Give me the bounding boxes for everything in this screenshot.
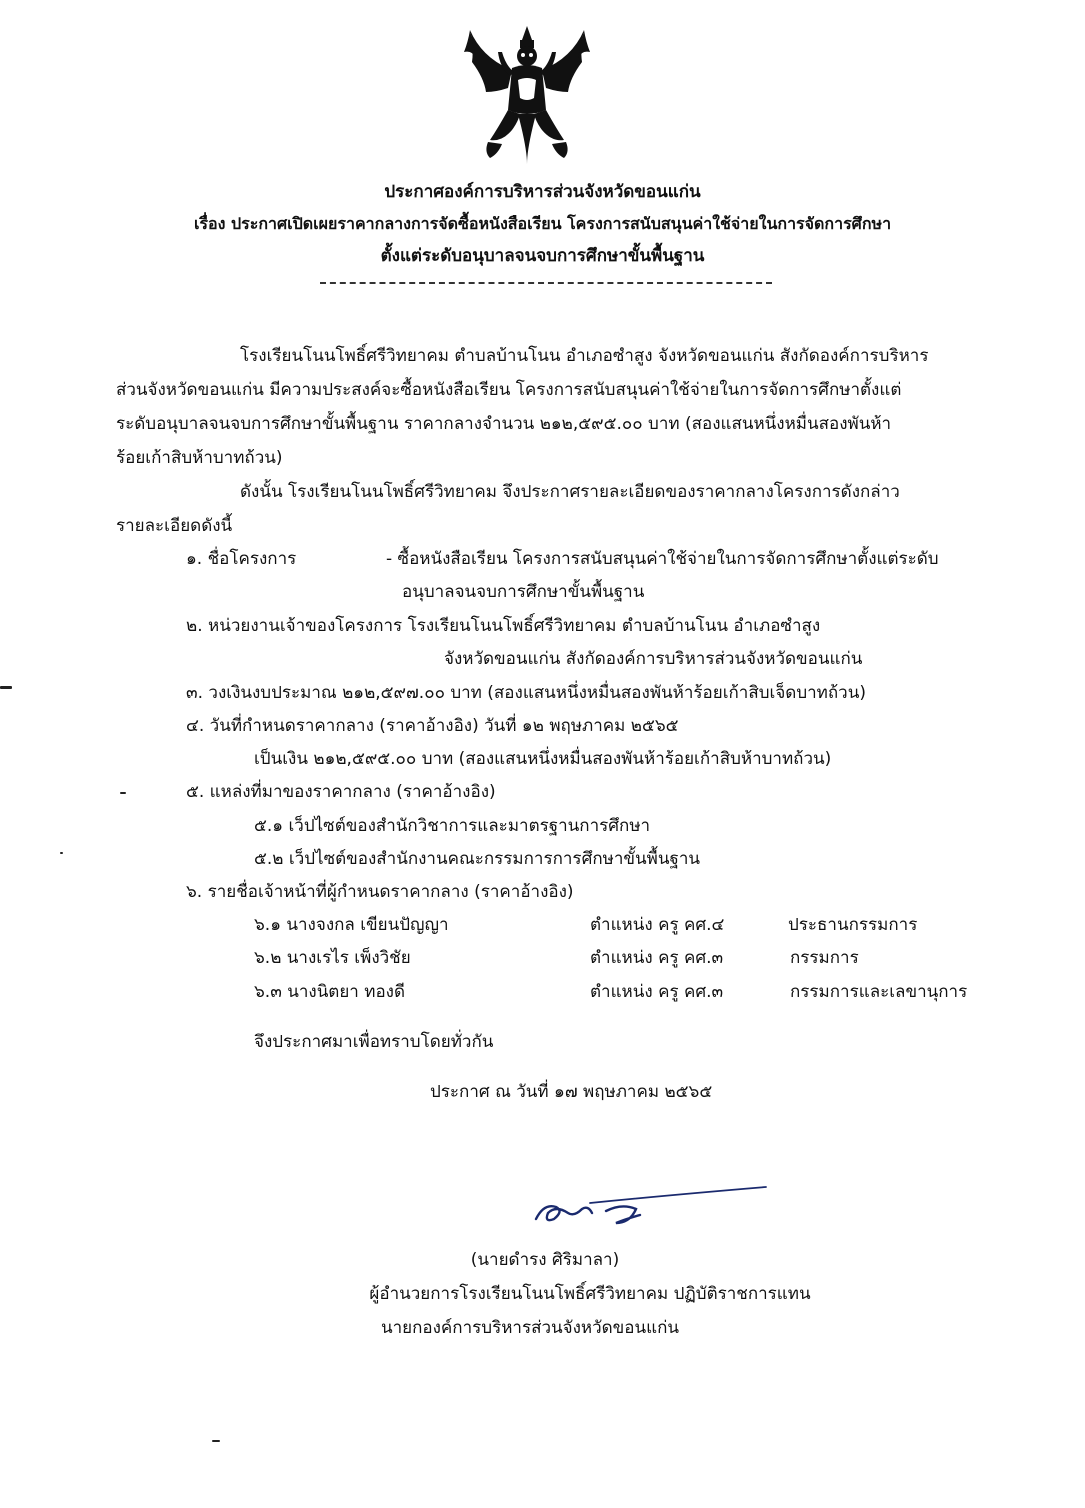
item-5: ๕. แหล่งที่มาของราคากลาง (ราคาอ้างอิง)	[186, 782, 496, 802]
scan-mark	[212, 1440, 220, 1442]
item-2-cont: จังหวัดขอนแก่น สังกัดองค์การบริหารส่วนจังหวัดขอนแก่น	[444, 649, 863, 669]
announcement-subject-cont: ตั้งแต่ระดับอนุบาลจนจบการศึกษาขั้นพื้นฐาน	[380, 246, 705, 266]
committee-member-position: ตำแหน่ง ครู คศ.๔	[590, 915, 725, 935]
item-1-label: ๑. ชื่อโครงการ	[186, 549, 297, 569]
intro-line-3: ระดับอนุบาลจนจบการศึกษาขั้นพื้นฐาน ราคากลางจำนวน ๒๑๒,๕๙๕.๐๐ บาท (สองแสนหนึ่งหมื่นสองพันห้า	[116, 414, 892, 434]
committee-member-position: ตำแหน่ง ครู คศ.๓	[590, 948, 724, 968]
signatory-title-cont: นายกองค์การบริหารส่วนจังหวัดขอนแก่น	[381, 1318, 679, 1338]
scan-mark	[0, 686, 12, 689]
committee-member-role: กรรมการและเลขานุการ	[790, 982, 968, 1002]
header-divider	[320, 282, 772, 284]
scan-mark	[60, 852, 63, 854]
committee-member-position: ตำแหน่ง ครู คศ.๓	[590, 982, 724, 1002]
intro-line-4: ร้อยเก้าสิบห้าบาทถ้วน)	[116, 448, 283, 468]
committee-member-role: กรรมการ	[790, 948, 859, 968]
committee-member-role: ประธานกรรมการ	[788, 915, 918, 935]
item-5-2: ๕.๒ เว็ปไซต์ของสำนักงานคณะกรรมการการศึกษาขั้นพื้นฐาน	[254, 849, 701, 869]
item-2: ๒. หน่วยงานเจ้าของโครงการ โรงเรียนโนนโพธิ์ศรีวิทยาคม ตำบลบ้านโนน อำเภอซำสูง	[186, 616, 821, 636]
item-1-value-cont: อนุบาลจนจบการศึกษาขั้นพื้นฐาน	[402, 582, 645, 602]
committee-member-name: ๖.๓ นางนิตยา ทองดี	[254, 982, 406, 1002]
item-4-cont: เป็นเงิน ๒๑๒,๕๙๕.๐๐ บาท (สองแสนหนึ่งหมื่นสองพันห้าร้อยเก้าสิบห้าบาทถ้วน)	[254, 749, 832, 769]
item-5-1: ๕.๑ เว็ปไซต์ของสำนักวิชาการและมาตรฐานการศึกษา	[254, 816, 651, 836]
intro-line-6: รายละเอียดดังนี้	[116, 516, 233, 536]
scan-mark	[120, 792, 126, 794]
closing-statement: จึงประกาศมาเพื่อทราบโดยทั่วกัน	[254, 1032, 494, 1052]
announcement-title: ประกาศองค์การบริหารส่วนจังหวัดขอนแก่น	[384, 182, 701, 202]
item-4: ๔. วันที่กำหนดราคากลาง (ราคาอ้างอิง) วันที่ ๑๒ พฤษภาคม ๒๕๖๕	[186, 716, 679, 736]
announcement-date: ประกาศ ณ วันที่ ๑๗ พฤษภาคม ๒๕๖๕	[430, 1082, 713, 1102]
signatory-name: (นายดำรง ศิริมาลา)	[470, 1250, 620, 1270]
committee-member-name: ๖.๒ นางเรไร เพ็งวิชัย	[254, 948, 411, 968]
intro-line-2: ส่วนจังหวัดขอนแก่น มีความประสงค์จะซื้อหนังสือเรียน โครงการสนับสนุนค่าใช้จ่ายในการจัดการศึกษาตั้งแต่	[116, 380, 902, 400]
garuda-emblem-icon	[462, 18, 592, 168]
handwritten-signature	[530, 1183, 770, 1233]
intro-line-1: โรงเรียนโนนโพธิ์ศรีวิทยาคม ตำบลบ้านโนน อำเภอซำสูง จังหวัดขอนแก่น สังกัดองค์การบริหาร	[240, 346, 929, 366]
signatory-title: ผู้อำนวยการโรงเรียนโนนโพธิ์ศรีวิทยาคม ปฏิบัติราชการแทน	[369, 1284, 811, 1304]
intro-line-5: ดังนั้น โรงเรียนโนนโพธิ์ศรีวิทยาคม จึงประกาศรายละเอียดของราคากลางโครงการดังกล่าว	[240, 482, 900, 502]
item-3: ๓. วงเงินงบประมาณ ๒๑๒,๕๙๗.๐๐ บาท (สองแสนหนึ่งหมื่นสองพันห้าร้อยเก้าสิบเจ็ดบาทถ้วน)	[186, 683, 866, 703]
announcement-subject: เรื่อง ประกาศเปิดเผยราคากลางการจัดซื้อหนังสือเรียน โครงการสนับสนุนค่าใช้จ่ายในการจัดการศึกษา	[193, 214, 892, 233]
item-1-value: - ซื้อหนังสือเรียน โครงการสนับสนุนค่าใช้จ่ายในการจัดการศึกษาตั้งแต่ระดับ	[386, 549, 939, 569]
item-6: ๖. รายชื่อเจ้าหน้าที่ผู้กำหนดราคากลาง (ราคาอ้างอิง)	[186, 882, 574, 902]
committee-member-name: ๖.๑ นางจงกล เขียนปัญญา	[254, 915, 449, 935]
